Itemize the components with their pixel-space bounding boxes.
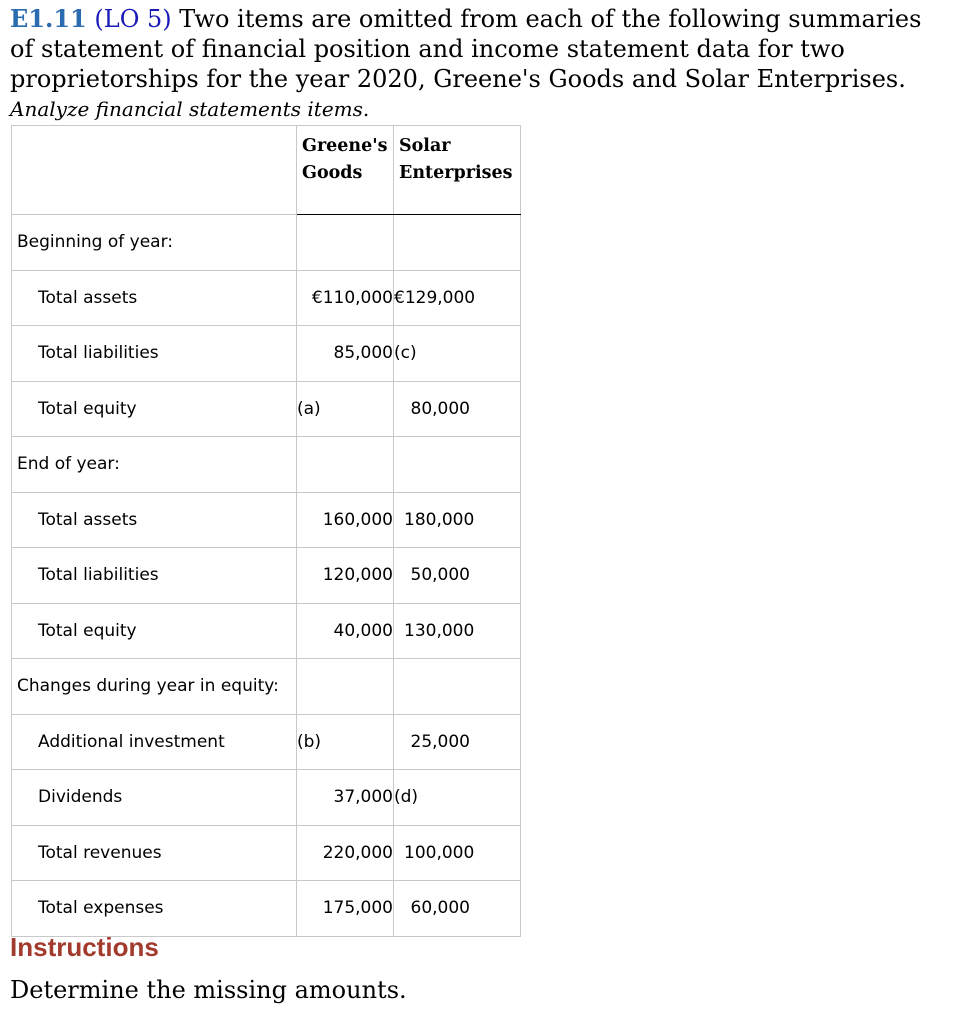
- table-row: [12, 270, 521, 326]
- learning-objective-ref: (LO 5): [94, 5, 172, 33]
- greenes-value: 120,000: [297, 548, 394, 604]
- solar-value: 25,000: [394, 714, 521, 770]
- greenes-value: 160,000: [297, 492, 394, 548]
- greenes-value: [297, 437, 394, 493]
- table-row: [12, 437, 521, 493]
- exercise-header: [10, 4, 945, 94]
- row-label: Total assets: [12, 270, 297, 326]
- instructions-heading: Instructions: [10, 932, 159, 962]
- row-label: Total equity: [12, 381, 297, 437]
- table-header-row: [12, 126, 521, 215]
- greenes-value: (b): [297, 714, 394, 770]
- solar-value: (c): [394, 326, 521, 382]
- solar-value: 100,000: [394, 825, 521, 881]
- table-row: [12, 825, 521, 881]
- solar-value: [394, 437, 521, 493]
- greenes-value: 85,000: [297, 326, 394, 382]
- financial-data-table: [11, 125, 521, 937]
- row-label: Beginning of year:: [12, 215, 297, 271]
- greenes-value: [297, 659, 394, 715]
- solar-value: [394, 659, 521, 715]
- header-solar-enterprises: Solar Enterprises: [394, 126, 521, 215]
- solar-value: [394, 215, 521, 271]
- solar-value: 180,000: [394, 492, 521, 548]
- row-label: Changes during year in equity:: [12, 659, 297, 715]
- table-row: [12, 548, 521, 604]
- table-row: [12, 881, 521, 937]
- table-row: [12, 603, 521, 659]
- greenes-value: (a): [297, 381, 394, 437]
- header-greenes-goods: Greene's Goods: [297, 126, 394, 215]
- row-label: Total assets: [12, 492, 297, 548]
- solar-value: 50,000: [394, 548, 521, 604]
- row-label: End of year:: [12, 437, 297, 493]
- table-row: [12, 381, 521, 437]
- exercise-description: Two items are omitted from each of the following summaries of statement of financial position and income statement data for two proprietorships for the year 2020, Greene's Goods and Solar Enterprises.: [10, 5, 922, 93]
- table-row: [12, 492, 521, 548]
- greenes-value: €110,000: [297, 270, 394, 326]
- row-label: Total expenses: [12, 881, 297, 937]
- table-row: [12, 659, 521, 715]
- table-row: [12, 714, 521, 770]
- table-row: [12, 770, 521, 826]
- row-label: Total equity: [12, 603, 297, 659]
- table-row: [12, 326, 521, 382]
- greenes-value: 175,000: [297, 881, 394, 937]
- row-label: Total liabilities: [12, 548, 297, 604]
- exercise-code: E1.11: [10, 4, 87, 33]
- greenes-value: 37,000: [297, 770, 394, 826]
- instructions-text: Determine the missing amounts.: [10, 976, 407, 1004]
- row-label: Total revenues: [12, 825, 297, 881]
- table-row: [12, 215, 521, 271]
- solar-value: (d): [394, 770, 521, 826]
- objective-subtitle: Analyze financial statements items.: [10, 97, 370, 121]
- header-blank-cell: [12, 126, 297, 215]
- greenes-value: 40,000: [297, 603, 394, 659]
- row-label: Total liabilities: [12, 326, 297, 382]
- solar-value: 60,000: [394, 881, 521, 937]
- greenes-value: [297, 215, 394, 271]
- solar-value: €129,000: [394, 270, 521, 326]
- greenes-value: 220,000: [297, 825, 394, 881]
- solar-value: 80,000: [394, 381, 521, 437]
- row-label: Dividends: [12, 770, 297, 826]
- row-label: Additional investment: [12, 714, 297, 770]
- solar-value: 130,000: [394, 603, 521, 659]
